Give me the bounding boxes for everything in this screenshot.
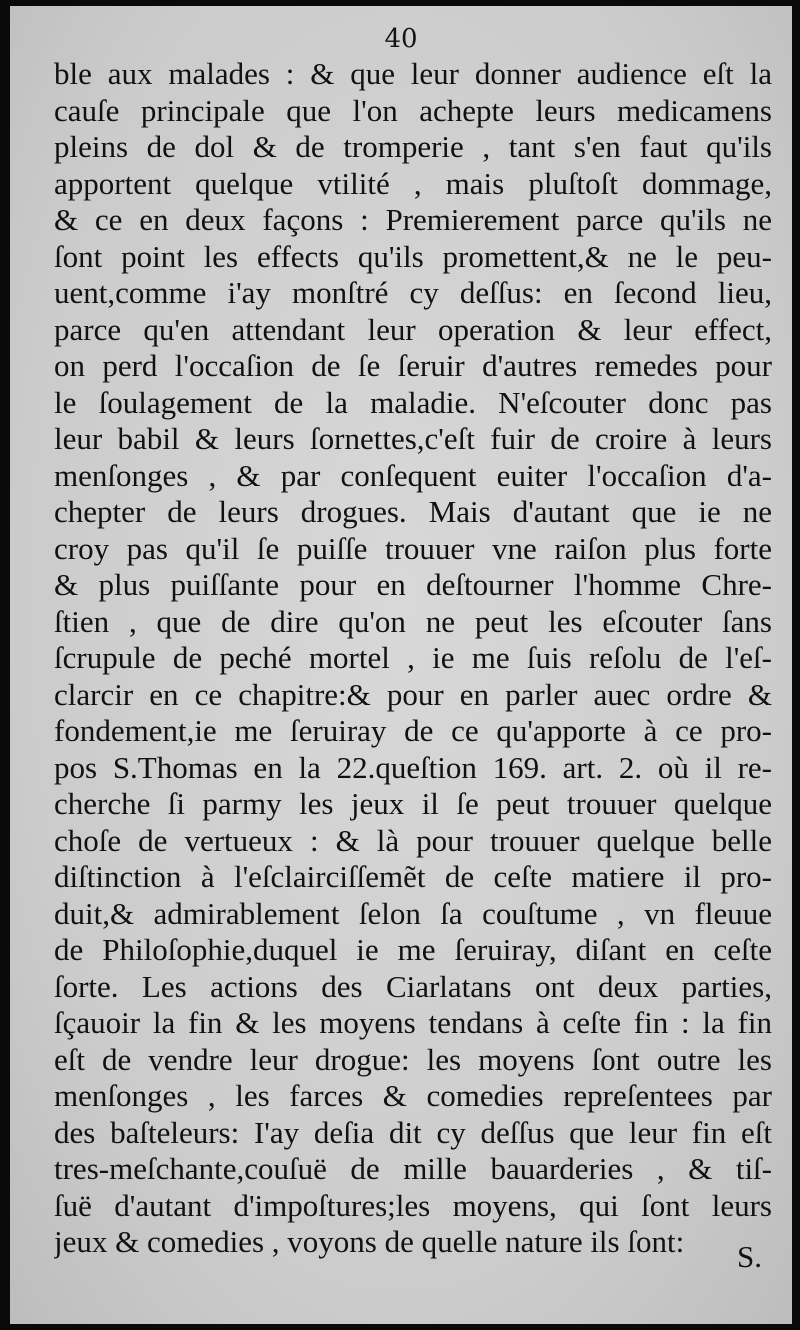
text-line: apportent quelque vtilité , mais pluſtoſt dommage, [54, 165, 772, 201]
text-line: eſt de vendre leur drogue: les moyens ſont outre les [54, 1041, 772, 1077]
text-line: ſorte. Les actions des Ciarlatans ont deux parties, [54, 968, 772, 1004]
text-line: chepter de leurs drogues. Mais d'autant que ie ne [54, 494, 772, 529]
text-line: tres-meſchante,couſuë de mille bauarderies , & tiſ- [54, 1151, 772, 1186]
text-line: jeux & comedies , voyons de quelle nature ils ſont: [54, 1224, 685, 1259]
text-line: des baſteleurs: I'ay deſia dit cy deſſus que leur fin eſt [54, 1114, 772, 1150]
text-line: & plus puiſſante pour en deſtourner l'homme Chre- [54, 567, 772, 602]
text-line: fondement,ie me ſeruiray de ce qu'apporte à ce pro- [54, 713, 772, 748]
text-line: diſtinction à l'eſclairciſſemẽt de ceſte matiere il pro- [54, 859, 772, 894]
body-text [54, 56, 772, 1261]
text-line: clarcir en ce chapitre:& pour en parler auec ordre & [54, 676, 772, 712]
text-line: menſonges , les farces & comedies repreſentees par [54, 1078, 772, 1113]
text-line: ſçauoir la fin & les moyens tendans à ceſte fin : la fin [54, 1005, 772, 1040]
text-line: uent,comme i'ay monſtré cy deſſus: en ſecond lieu, [54, 275, 772, 310]
text-line: ſont point les effects qu'ils promettent,& ne le peu- [54, 238, 772, 274]
text-line: cauſe principale que l'on achepte leurs medicamens [54, 92, 772, 128]
text-line: choſe de vertueux : & là pour trouuer quelque belle [54, 822, 772, 858]
book-page [10, 6, 792, 1324]
text-line: croy pas qu'il ſe puiſſe trouuer vne raiſon plus forte [54, 530, 772, 566]
text-line: ſcrupule de peché mortel , ie me ſuis reſolu de l'eſ- [54, 640, 772, 675]
text-line: menſonges , & par conſequent euiter l'occaſion d'a- [54, 457, 772, 493]
text-line: le ſoulagement de la maladie. N'eſcouter donc pas [54, 384, 772, 420]
page-number: 40 [384, 24, 418, 54]
text-line: on perd l'occaſion de ſe ſeruir d'autres remedes pour [54, 348, 772, 383]
text-line: ſuë d'autant d'impoſtures;les moyens, qui ſont leurs [54, 1187, 772, 1223]
text-line: ſtien , que de dire qu'on ne peut les eſcouter ſans [54, 603, 772, 639]
text-line: & ce en deux façons : Premierement parce qu'ils ne [54, 202, 772, 237]
text-line: leur babil & leurs ſornettes,c'eſt fuir de croire à leurs [54, 421, 772, 456]
catchword: S. [737, 1239, 762, 1274]
text-line: pleins de dol & de tromperie , tant s'en faut qu'ils [54, 129, 772, 164]
text-line: ble aux malades : & que leur donner audience eſt la [54, 56, 772, 91]
text-line: de Philoſophie,duquel ie me ſeruiray, diſant en ceſte [54, 932, 772, 967]
text-line: parce qu'en attendant leur operation & leur effect, [54, 311, 772, 347]
text-line: cherche ſi parmy les jeux il ſe peut trouuer quelque [54, 786, 772, 821]
text-line: pos S.Thomas en la 22.queſtion 169. art. 2. où il re- [54, 749, 772, 785]
text-line: duit,& admirablement ſelon ſa couſtume , vn fleuue [54, 895, 772, 931]
